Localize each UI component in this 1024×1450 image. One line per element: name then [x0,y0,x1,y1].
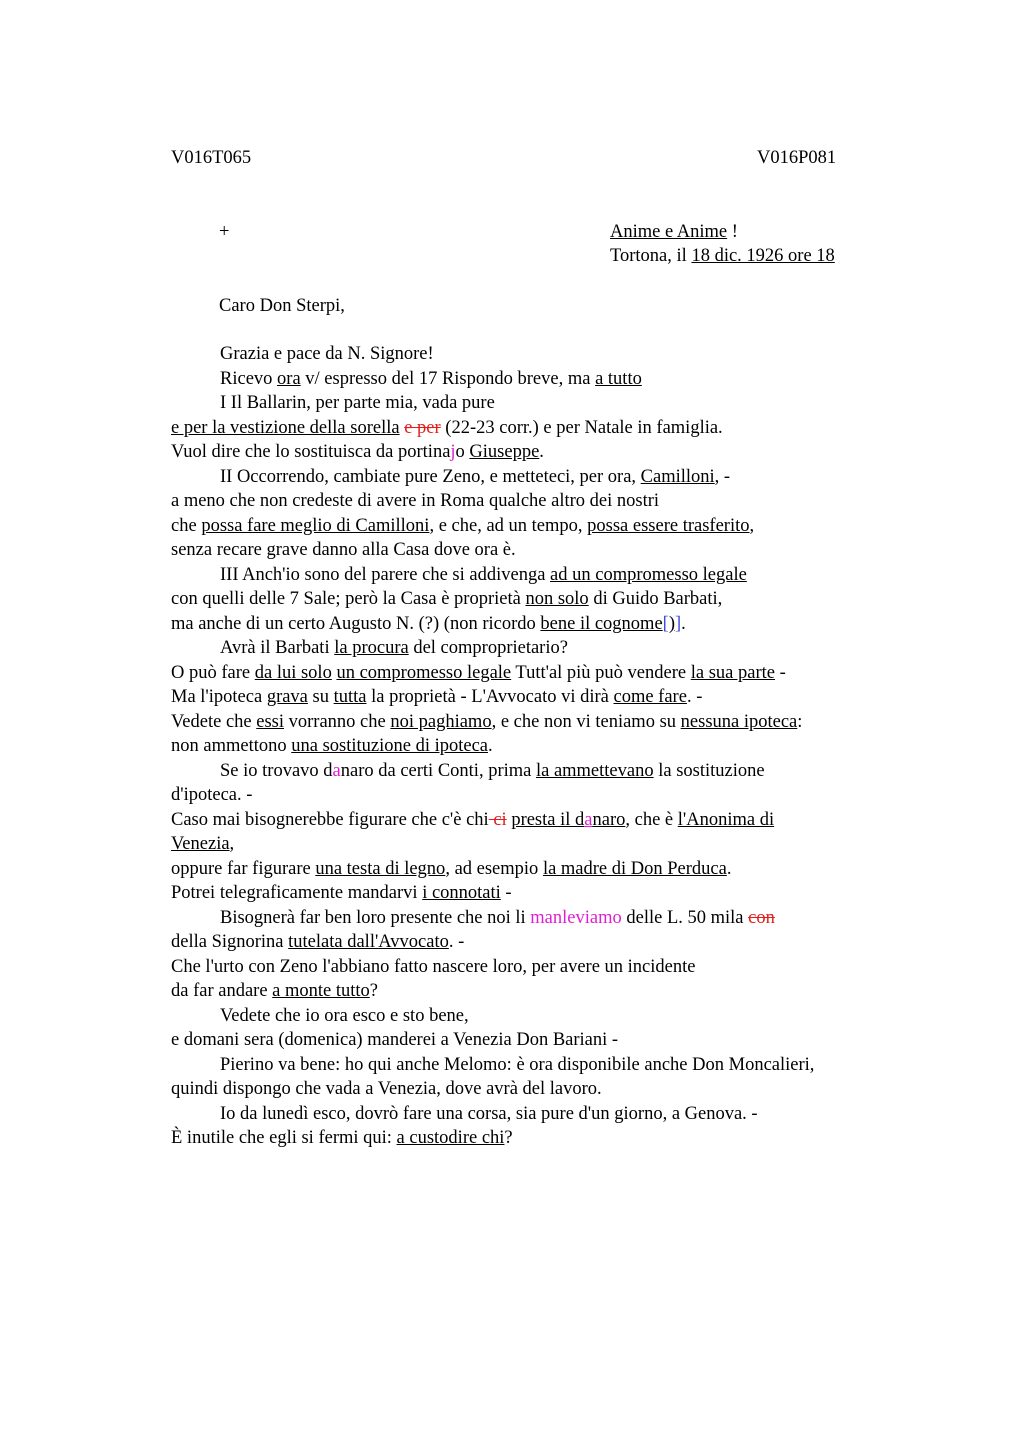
document-code-left: V016T065 [171,148,252,168]
text: un compromesso legale [336,663,512,683]
body-line: Io da lunedì esco, dovrò fare una corsa, sia pure d'un giorno, a Genova. - [220,1104,758,1124]
cross-symbol: + [219,222,230,242]
text: ma anche di un certo Augusto N. (?) (non ricordo [171,614,541,634]
body-line [171,906,775,931]
body-line [171,759,765,784]
bracket: [ [662,614,669,634]
text: Vedete che [171,712,257,732]
text: non ammettono [171,736,292,756]
text: - [774,663,786,683]
text: e per la vestizione della sorella [171,418,400,438]
text: : [797,712,803,732]
deleted-text: con [748,908,775,928]
text: , ad esempio [445,859,543,879]
text: III Anch'io sono del parere che si addivenga [220,565,551,585]
text: Ricevo [220,369,278,389]
text: la ammettevano [535,761,654,781]
body-line [171,440,544,465]
text: Vuol dire che lo sostituisca da portina [171,442,451,462]
text: oppure far figurare [171,859,316,879]
text: v/ espresso del 17 Rispondo breve, ma [300,369,596,389]
text: di Guido Barbati, [588,589,723,609]
body-line: I Il Ballarin, per parte mia, vada pure [220,393,495,413]
body-line: e domani sera (domenica) manderei a Venezia Don Bariani - [171,1030,619,1050]
text: ora [277,369,301,389]
body-line: quindi dispongo che vada a Venezia, dove avrà del lavoro. [171,1079,602,1099]
text: vorranno che [284,712,391,732]
text: . - [686,687,703,707]
body-line [171,563,747,588]
text: possa essere trasferito [587,516,750,536]
body-line [171,1126,513,1151]
body-line [171,808,774,833]
text: possa fare meglio di Camilloni [201,516,430,536]
text: , - [714,467,731,487]
body-line [171,930,464,955]
motto-punct: ! [727,222,738,242]
body-line: Grazia e pace da N. Signore! [220,344,434,364]
text: la proprietà - L'Avvocato vi dirà [366,687,614,707]
text: Venezia [171,834,230,854]
text: l'Anonima di [677,810,775,830]
text: da far andare [171,981,273,1001]
text: essi [256,712,285,732]
text: su [307,687,334,707]
body-line: Che l'urto con Zeno l'abbiano fatto nascere loro, per avere un incidente [171,957,696,977]
text: O può fare [171,663,255,683]
text: a tutto [595,369,642,389]
body-line [171,636,568,661]
text: con quelli delle 7 Sale; però la Casa è proprietà [171,589,526,609]
motto-text: Anime e Anime [610,222,728,242]
body-line [171,979,378,1004]
text: - [500,883,512,903]
text: , e che, ad un tempo, [429,516,588,536]
bracket: ] [675,614,682,634]
text: ? [504,1128,513,1148]
text: Giuseppe [469,442,540,462]
corrected-letter: a [332,761,341,781]
text: , che è [625,810,678,830]
body-line [171,367,642,392]
text: i connotati [422,883,501,903]
text: (22-23 corr.) e per Natale in famiglia. [440,418,723,438]
text: ? [369,981,379,1001]
deleted-text: ci [488,810,507,830]
text: grava [266,687,308,707]
text: delle L. 50 mila [621,908,749,928]
text: , [749,516,755,536]
text: . [539,442,544,462]
body-line [171,685,702,710]
text: a monte tutto [272,981,370,1001]
date: 18 dic. 1926 ore 18 [691,246,835,266]
body-line: senza recare grave danno alla Casa dove ora è. [171,540,516,560]
text: . [681,614,686,634]
body-line [171,857,731,882]
text: nessuna ipoteca [680,712,798,732]
body-line: a meno che non credeste di avere in Roma qualche altro dei nostri [171,491,660,511]
text: Avrà il Barbati [220,638,335,658]
text: la procura [334,638,409,658]
corrected-letter: j [450,442,456,462]
text: come fare [613,687,687,707]
text: bene il cognome [540,614,663,634]
text: o [455,442,470,462]
text: tutelata dall'Avvocato [288,932,449,952]
text: ) [668,614,675,634]
text: Bisognerà far ben loro presente che noi li [220,908,531,928]
text: noi paghiamo [390,712,492,732]
place: Tortona, il [610,246,692,266]
salutation: Caro Don Sterpi, [219,296,345,316]
text: presta il d [511,810,585,830]
text: una testa di legno [315,859,446,879]
text: ad un compromesso legale [550,565,747,585]
body-line [171,514,754,539]
text: Se io trovavo d [220,761,333,781]
deleted-text: e per [404,418,441,438]
text: Tutt'al più può vendere [511,663,691,683]
text: Ma l'ipoteca [171,687,267,707]
body-line [171,465,730,490]
body-line: Vedete che io ora esco e sto bene, [220,1006,469,1026]
body-line: Pierino va bene: ho qui anche Melomo: è ora disponibile anche Don Moncalieri, [220,1055,815,1075]
text: , e che non vi teniamo su [491,712,681,732]
highlighted-word: manleviamo [530,908,622,928]
body-line [171,612,686,637]
text: Camilloni [640,467,715,487]
text: la madre di Don Perduca [542,859,727,879]
text: , [229,834,235,854]
text: . [726,859,732,879]
body-line [171,661,786,686]
body-line [171,710,802,735]
text: . - [448,932,465,952]
place-date [610,244,835,268]
motto [610,220,738,244]
text: una sostituzione di ipoteca [291,736,489,756]
body-line: d'ipoteca. - [171,785,253,805]
text: naro [592,810,626,830]
text: tutta [333,687,367,707]
text: a custodire chi [396,1128,505,1148]
document-code-right: V016P081 [757,148,837,168]
body-line [171,734,493,759]
text: la sua parte [690,663,775,683]
body-line [171,881,512,906]
text: che [171,516,202,536]
body-line [171,587,722,612]
text: naro da certi Conti, prima [340,761,536,781]
text: del comproprietario? [408,638,568,658]
body-line [171,832,234,857]
text: la sostituzione [653,761,765,781]
text: della Signorina [171,932,289,952]
text: Potrei telegraficamente mandarvi [171,883,423,903]
text: Caso mai bisognerebbe figurare che c'è chi [171,810,489,830]
text: II Occorrendo, cambiate pure Zeno, e metteteci, per ora, [220,467,641,487]
body-line [171,416,723,441]
text: È inutile che egli si fermi qui: [171,1128,397,1148]
text: non solo [525,589,589,609]
text: da lui solo [254,663,332,683]
text: . [488,736,493,756]
corrected-letter: a [584,810,593,830]
